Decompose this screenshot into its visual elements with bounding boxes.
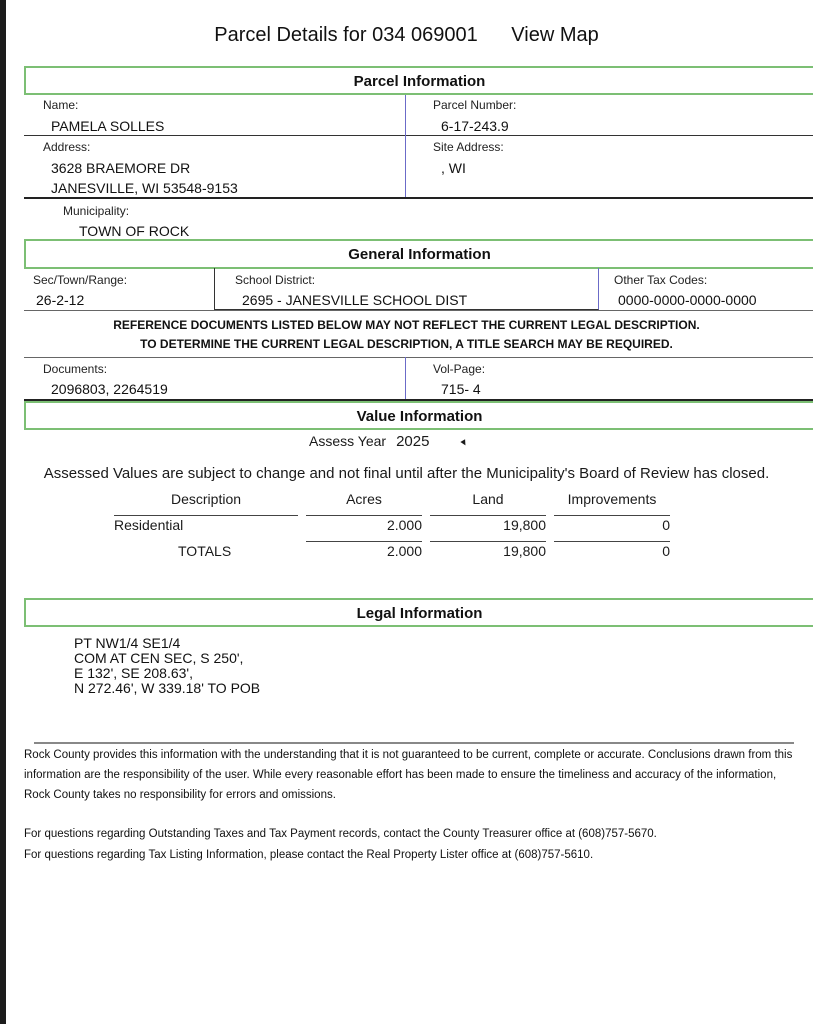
divider (24, 135, 813, 136)
divider (24, 197, 813, 199)
table-rule (306, 515, 422, 516)
owner-name: PAMELA SOLLES (51, 118, 165, 134)
assess-year-value[interactable]: 2025 (396, 433, 430, 450)
table-rule (114, 515, 298, 516)
reference-notice-line1: REFERENCE DOCUMENTS LISTED BELOW MAY NOT REFLECT THE CURRENT LEGAL DESCRIPTION. (113, 318, 700, 332)
column-header-acres: Acres (346, 491, 382, 507)
footer-divider (34, 742, 794, 744)
assessment-disclaimer: Assessed Values are subject to change and not final until after the Municipality's Board of Review has closed. (43, 465, 770, 482)
legal-line: COM AT CEN SEC, S 250', (74, 650, 244, 666)
address-label: Address: (43, 140, 91, 154)
assess-year-label: Assess Year (309, 433, 387, 449)
table-rule (430, 541, 546, 542)
vol-page: 715- 4 (441, 381, 481, 397)
row-land: 19,800 (503, 517, 546, 533)
school-district: 2695 - JANESVILLE SCHOOL DIST (242, 292, 468, 308)
sec-town-range-label: Sec/Town/Range: (33, 273, 128, 287)
legal-line: PT NW1/4 SE1/4 (74, 635, 181, 651)
other-tax-codes: 0000-0000-0000-0000 (618, 292, 757, 308)
legal-line: E 132', SE 208.63', (74, 665, 193, 681)
row-improvements: 0 (662, 517, 670, 533)
county-disclaimer: Rock County provides this information with the understanding that it is not guaranteed to be current, complete or accurate. Conclusions drawn from this information are the responsibility of the user. While every reasonable effort has been made to ensure the timeliness and accuracy of the information, Rock County takes no responsibility for errors and omissions. (24, 749, 793, 801)
section-header-general-information: General Information (24, 239, 813, 269)
documents-label: Documents: (43, 362, 108, 376)
municipality: TOWN OF ROCK (79, 223, 190, 239)
documents: 2096803, 2264519 (51, 381, 168, 397)
name-label: Name: (43, 98, 79, 112)
divider (24, 357, 813, 358)
page-title: Parcel Details for 034 069001 (214, 24, 478, 46)
totals-improvements: 0 (662, 543, 670, 559)
window-edge (0, 0, 6, 1024)
section-header-legal-information: Legal Information (24, 598, 813, 627)
assess-year-selector[interactable] (309, 433, 470, 450)
table-rule (306, 541, 422, 542)
other-tax-codes-label: Other Tax Codes: (614, 273, 708, 287)
row-description: Residential (114, 517, 184, 533)
municipality-label: Municipality: (63, 204, 130, 218)
site-address-label: Site Address: (433, 140, 504, 154)
column-divider (405, 357, 406, 400)
treasurer-contact-note: For questions regarding Outstanding Taxes and Tax Payment records, contact the County Treasurer office at (608)757-5670. (24, 828, 657, 840)
divider (24, 310, 813, 311)
totals-land: 19,800 (503, 543, 546, 559)
section-header-value-information: Value Information (24, 401, 813, 430)
vol-page-label: Vol-Page: (433, 362, 486, 376)
chevron-down-icon[interactable]: ▾ (459, 436, 470, 450)
legal-description (74, 636, 260, 696)
site-address: , WI (441, 160, 466, 176)
school-district-label: School District: (235, 273, 316, 287)
totals-label: TOTALS (178, 543, 232, 559)
column-header-description: Description (170, 491, 242, 507)
column-divider (405, 95, 406, 198)
parcel-number-label: Parcel Number: (433, 98, 517, 112)
row-acres: 2.000 (386, 517, 422, 533)
column-header-land: Land (472, 491, 504, 507)
mailing-address-line1: 3628 BRAEMORE DR (51, 160, 191, 176)
lister-contact-note: For questions regarding Tax Listing Information, please contact the Real Property Lister office at (608)757-5610. (24, 849, 594, 861)
view-map-link[interactable]: View Map (511, 24, 599, 46)
section-header-parcel-information: Parcel Information (24, 66, 813, 95)
page-title-row (0, 24, 813, 47)
reference-notice-line2: TO DETERMINE THE CURRENT LEGAL DESCRIPTION, A TITLE SEARCH MAY BE REQUIRED. (140, 337, 673, 351)
mailing-address-line2: JANESVILLE, WI 53548-9153 (51, 180, 238, 196)
legal-line: N 272.46', W 339.18' TO POB (74, 680, 261, 696)
column-header-improvements: Improvements (567, 491, 657, 507)
totals-acres: 2.000 (386, 543, 422, 559)
parcel-number: 6-17-243.9 (441, 118, 509, 134)
table-rule (554, 515, 670, 516)
table-rule (554, 541, 670, 542)
table-rule (430, 515, 546, 516)
sec-town-range: 26-2-12 (36, 292, 85, 308)
